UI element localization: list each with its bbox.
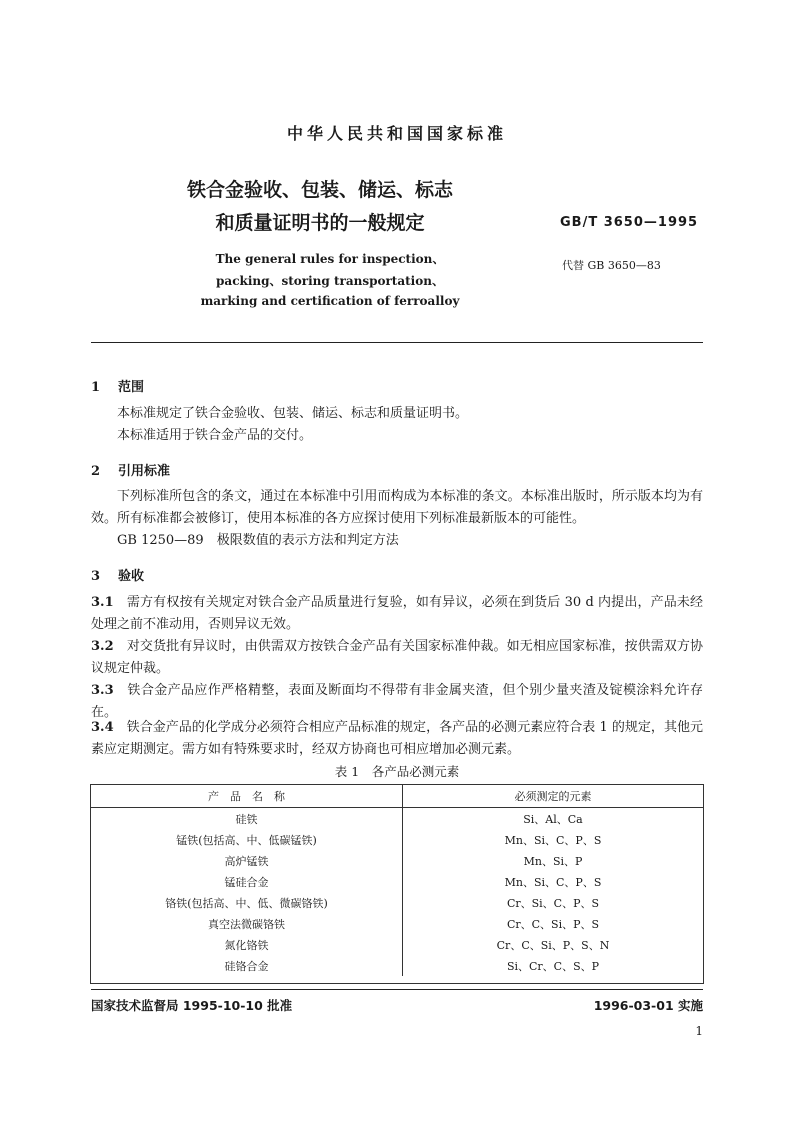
- table-header-row: [91, 784, 703, 808]
- english-title-line3: marking and certification of ferroalloy: [200, 294, 460, 308]
- product-cell: 真空法微碳铬铁: [91, 913, 403, 934]
- document-title-line1: 铁合金验收、包装、储运、标志: [186, 179, 453, 201]
- section-number: 2: [91, 464, 101, 479]
- section-number: 3: [91, 569, 101, 584]
- clause-text: 铁合金产品应作严格精整，表面及断面均不得带有非金属夹渣，但个别少量夹渣及锭模涂料允许存在。: [91, 683, 703, 720]
- clause-text: 对交货批有异议时，由供需双方按铁合金产品有关国家标准仲裁。如无相应国家标准，按供需双方协议规定仲裁。: [91, 639, 703, 676]
- elements-cell: Cr、C、Si、P、S: [506, 917, 600, 931]
- table-row: [91, 934, 703, 955]
- section-title: 引用标准: [118, 464, 171, 479]
- clause-3-2: [91, 636, 703, 680]
- national-standard-heading: 中华人民共和国国家标准: [286, 124, 507, 143]
- clause-number: 3.3: [91, 683, 114, 698]
- table-row: [91, 850, 703, 871]
- clause-number: 3.1: [91, 595, 114, 610]
- section-2-reference: GB 1250—89 极限数值的表示方法和判定方法: [117, 533, 399, 548]
- document-title-line2: 和质量证明书的一般规定: [215, 212, 425, 234]
- elements-cell: Mn、Si、C、P、S: [504, 875, 602, 889]
- product-cell: 锰硅合金: [91, 871, 403, 892]
- clause-3-1: [91, 592, 703, 636]
- clause-3-4: [91, 717, 703, 761]
- table-row: [91, 913, 703, 934]
- section-title: 范围: [118, 380, 145, 395]
- table-row: [91, 808, 703, 830]
- required-elements-table: [91, 784, 703, 976]
- clause-number: 3.2: [91, 639, 114, 654]
- elements-cell: Si、Cr、C、S、P: [506, 959, 600, 973]
- approval-info: 国家技术监督局 1995-10-10 批准: [91, 998, 293, 1013]
- clause-text: 需方有权按有关规定对铁合金产品质量进行复验，如有异议，必须在到货后 30 d 内提出，产品未经处理之前不准动用，否则异议无效。: [91, 595, 703, 632]
- replaces-standard: 代替 GB 3650—83: [562, 259, 661, 272]
- section-2-heading: [91, 460, 170, 479]
- product-cell: 锰铁(包括高、中、低碳锰铁): [91, 829, 403, 850]
- table-row: [91, 829, 703, 850]
- product-cell: 高炉锰铁: [91, 850, 403, 871]
- english-title-line2: packing、storing transportation、: [216, 274, 444, 288]
- table-caption: 表 1 各产品必测元素: [334, 764, 460, 779]
- elements-cell: Mn、Si、P: [523, 854, 583, 868]
- clause-text: 铁合金产品的化学成分必须符合相应产品标准的规定，各产品的必测元素应符合表 1 的规定，其他元素应定期测定。需方如有特殊要求时，经双方协商也可相应增加必测元素。: [91, 720, 703, 757]
- product-cell: 铬铁(包括高、中、低、微碳铬铁): [91, 892, 403, 913]
- section-title: 验收: [118, 569, 145, 584]
- standard-code: GB/T 3650—1995: [560, 215, 699, 230]
- column-header-product: 产 品 名 称: [91, 784, 403, 808]
- section-3-heading: [91, 565, 144, 584]
- section-1-heading: [91, 376, 144, 395]
- implementation-date: 1996-03-01 实施: [593, 998, 703, 1013]
- section-number: 1: [91, 380, 101, 395]
- product-cell: 硅铬合金: [91, 955, 403, 976]
- table-row: [91, 892, 703, 913]
- table-row: [91, 871, 703, 892]
- elements-cell: Si、Al、Ca: [523, 812, 583, 826]
- section-2-para-1: 下列标准所包含的条文，通过在本标准中引用而构成为本标准的条文。本标准出版时，所示版本均为有效。所有标准都会被修订，使用本标准的各方应探讨使用下列标准最新版本的可能性。: [91, 489, 703, 526]
- section-1-para-2: 本标准适用于铁合金产品的交付。: [117, 428, 313, 443]
- header-divider: [91, 342, 703, 343]
- section-1-para-1: 本标准规定了铁合金验收、包装、储运、标志和质量证明书。: [117, 406, 469, 421]
- product-cell: 氮化铬铁: [91, 934, 403, 955]
- elements-cell: Cr、C、Si、P、S、N: [496, 938, 610, 952]
- table-row: [91, 955, 703, 976]
- clause-number: 3.4: [91, 720, 114, 735]
- column-header-elements: 必须测定的元素: [403, 784, 704, 808]
- elements-cell: Cr、Si、C、P、S: [506, 896, 600, 910]
- footer-divider: [91, 989, 703, 990]
- page-number: 1: [695, 1024, 703, 1038]
- elements-cell: Mn、Si、C、P、S: [504, 833, 602, 847]
- product-cell: 硅铁: [91, 808, 403, 830]
- english-title-line1: The general rules for inspection、: [215, 252, 445, 266]
